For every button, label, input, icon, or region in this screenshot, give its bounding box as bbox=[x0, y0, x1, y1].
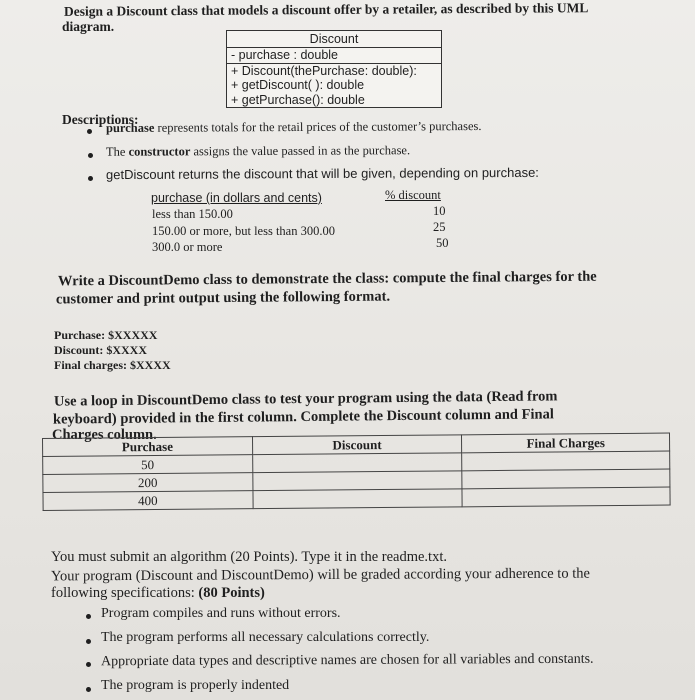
bullet-dot bbox=[87, 129, 92, 134]
uml-class-name: Discount bbox=[227, 31, 441, 48]
purchase-cell: 400 bbox=[43, 491, 253, 511]
spec-item: Appropriate data types and descriptive names are chosen for all variables and constants. bbox=[100, 651, 594, 670]
write-line-1: Write a DiscountDemo class to demonstrate the class: compute the final charges for the bbox=[57, 268, 597, 290]
purchase-cell: 200 bbox=[43, 473, 253, 493]
rate-range: 300.0 or more bbox=[152, 240, 223, 254]
discount-cell bbox=[252, 471, 462, 491]
loop-line-2: keyboard) provided in the first column. Complete the Discount column and Final bbox=[52, 406, 554, 428]
rate-percent: 10 bbox=[433, 204, 446, 218]
loop-term: Use a loop bbox=[53, 392, 118, 410]
rate-header-purchase: purchase (in dollars and cents) bbox=[151, 191, 322, 205]
rate-percent: 25 bbox=[433, 220, 446, 234]
purchase-text: represents totals for the retail prices of the customer’s purchases. bbox=[154, 119, 482, 135]
purchase-cell: 50 bbox=[43, 455, 253, 475]
constructor-text: assigns the value passed in as the purchase. bbox=[190, 143, 411, 159]
test-data-table bbox=[42, 433, 671, 511]
loop-text: in DiscountDemo class to test your program using the data (Read from bbox=[117, 388, 558, 409]
header-final-charges: Final Charges bbox=[462, 433, 670, 453]
final-charges-cell bbox=[462, 451, 670, 471]
spec-item: Program compiles and runs without errors. bbox=[101, 606, 341, 621]
uml-attributes bbox=[227, 48, 441, 64]
output-discount: Discount: $XXXX bbox=[54, 343, 147, 357]
final-charges-cell bbox=[462, 487, 670, 507]
header-discount: Discount bbox=[252, 435, 462, 455]
output-purchase: Purchase: $XXXXX bbox=[54, 328, 158, 342]
description-purchase bbox=[106, 119, 482, 136]
bullet-dot bbox=[86, 639, 91, 644]
final-charges-cell bbox=[462, 469, 670, 489]
rate-range: 150.00 or more, but less than 300.00 bbox=[152, 224, 335, 238]
uml-method: + getPurchase(): double bbox=[231, 92, 365, 107]
uml-class-diagram bbox=[226, 30, 442, 108]
intro-line-1: Design a Discount class that models a discount offer by a retailer, as described by this UML bbox=[63, 0, 589, 19]
uml-attribute: - purchase : double bbox=[231, 48, 339, 62]
uml-methods bbox=[227, 64, 441, 108]
bullet-dot bbox=[86, 662, 91, 667]
spec-item: The program is properly indented bbox=[101, 678, 290, 693]
bullet-dot bbox=[88, 153, 93, 158]
loop-line-3: Charges column. bbox=[52, 427, 157, 443]
discount-cell bbox=[252, 453, 462, 473]
bullet-dot bbox=[86, 687, 91, 692]
submit-line-1: You must submit an algorithm (20 Points). Type it in the readme.txt. bbox=[51, 549, 447, 565]
spec-item: The program performs all necessary calculations correctly. bbox=[101, 630, 430, 645]
output-final-charges: Final charges: $XXXX bbox=[54, 358, 171, 372]
constructor-prefix: The bbox=[105, 144, 129, 159]
intro-line-2: diagram. bbox=[62, 19, 115, 34]
header-purchase: Purchase bbox=[43, 437, 253, 457]
rate-percent: 50 bbox=[436, 236, 449, 250]
submit-line-2: Your program (Discount and DiscountDemo) will be graded according your adherence to the bbox=[50, 565, 590, 585]
submit-line-3 bbox=[51, 584, 265, 603]
discount-cell bbox=[253, 489, 463, 509]
purchase-term: purchase bbox=[105, 120, 155, 135]
constructor-term: constructor bbox=[128, 144, 191, 159]
write-line-2: customer and print output using the following format. bbox=[55, 288, 391, 308]
uml-method: + getDiscount( ): double bbox=[231, 78, 365, 92]
points-label: (80 Points) bbox=[198, 585, 265, 601]
descriptions-heading: Descriptions: bbox=[62, 112, 139, 127]
rate-range: less than 150.00 bbox=[152, 207, 233, 221]
bullet-dot bbox=[88, 176, 93, 181]
description-getdiscount: getDiscount returns the discount that will be given, depending on purchase: bbox=[105, 164, 539, 183]
rate-header-discount: % discount bbox=[385, 188, 441, 202]
description-constructor bbox=[106, 143, 410, 160]
bullet-dot bbox=[86, 614, 91, 619]
uml-method: + Discount(thePurchase: double): bbox=[231, 63, 417, 78]
submit-prefix: following specifications: bbox=[51, 585, 199, 601]
